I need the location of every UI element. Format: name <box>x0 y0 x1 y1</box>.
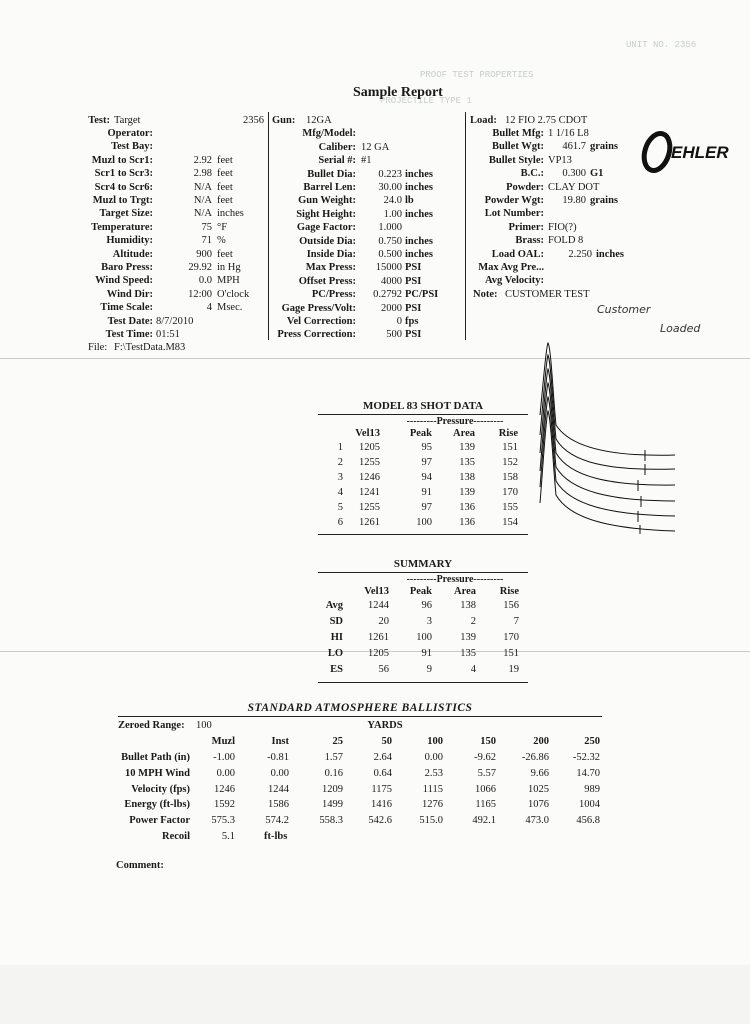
field-value: 2.92 <box>193 154 212 166</box>
table-rule <box>118 716 602 717</box>
column-header: Vel13 <box>364 586 389 597</box>
field-label: B.C.: <box>520 168 544 180</box>
field-label: Powder Wgt: <box>484 195 544 206</box>
field-value: 12:00 <box>188 288 212 300</box>
oehler-logo-text: EHLER <box>671 143 729 162</box>
column-header: Area <box>453 428 475 439</box>
table-cell: 456.8 <box>576 815 600 827</box>
field-label: Gage Press/Volt: <box>281 302 356 314</box>
table-cell: 2.53 <box>424 767 443 779</box>
caliber-value: 12 GA <box>361 141 390 153</box>
field-label: Lot Number: <box>484 208 544 220</box>
field-value: 1 1/16 L8 <box>548 128 589 139</box>
field-label: Temperature: <box>91 221 153 233</box>
table-cell: 1416 <box>371 799 392 811</box>
field-unit: inches <box>405 235 434 247</box>
field-unit: inches <box>405 248 434 260</box>
ghost-text: PROJECTILE TYPE 1 <box>380 96 472 106</box>
field-value: 4 <box>206 302 212 314</box>
column-header: 250 <box>584 736 600 747</box>
field-label: Wind Speed: <box>95 275 153 287</box>
table-cell: 138 <box>460 600 476 611</box>
table-cell: 1255 <box>359 502 380 513</box>
field-label: Bullet Mfg: <box>492 128 544 139</box>
table-rule <box>318 534 528 535</box>
table-cell: 14.70 <box>576 767 600 779</box>
field-unit: O'clock <box>217 288 250 300</box>
row-label: 5 <box>337 502 343 513</box>
field-unit: G1 <box>590 168 604 180</box>
table-cell: 5.57 <box>477 767 496 779</box>
column-header: 100 <box>427 736 443 747</box>
test-value: Target <box>114 115 141 126</box>
field-value: FIO(?) <box>548 221 577 233</box>
table-cell: 170 <box>502 487 518 498</box>
field-unit: °F <box>217 221 228 233</box>
field-unit: PSI <box>405 275 422 287</box>
yards-label: YARDS <box>367 720 403 731</box>
zeroed-label: Zeroed Range: <box>118 720 185 731</box>
table-cell: 1025 <box>528 783 549 795</box>
row-label: Avg <box>325 600 343 611</box>
column-header: Rise <box>498 428 518 439</box>
row-label: 1 <box>337 442 343 453</box>
table-cell: 139 <box>459 487 475 498</box>
table-cell: 151 <box>502 442 518 453</box>
field-label: Avg Velocity: <box>484 275 544 287</box>
field-value: 71 <box>201 235 212 247</box>
table-cell: 1175 <box>371 783 392 795</box>
field-label: Target Size: <box>99 208 153 220</box>
table-cell: 156 <box>503 600 519 611</box>
pressure-trace <box>540 355 675 469</box>
field-value: 24.0 <box>383 195 402 207</box>
field-label: Bullet Style: <box>488 154 544 166</box>
zeroed-value: 100 <box>196 720 212 731</box>
field-label: Max Avg Pre... <box>478 262 544 273</box>
table-cell: 1244 <box>268 783 289 795</box>
table-cell: 9.66 <box>530 767 549 779</box>
field-unit: % <box>217 235 226 247</box>
table-cell: 492.1 <box>472 815 496 827</box>
pressure-trace <box>540 397 675 516</box>
oehler-logo-o <box>640 130 674 174</box>
table-cell: 94 <box>421 472 432 483</box>
table-cell: 1586 <box>268 799 289 811</box>
table-cell: 135 <box>459 457 475 468</box>
field-value: 30.00 <box>378 181 402 193</box>
table-cell: 91 <box>421 487 432 498</box>
field-label: Scr1 to Scr3: <box>94 168 153 180</box>
field-unit: in Hg <box>217 262 241 273</box>
field-unit: inches <box>217 208 244 220</box>
field-unit: grains <box>590 195 619 206</box>
column-header: Muzl <box>211 736 235 747</box>
table-cell: 97 <box>421 457 432 468</box>
table-cell: 1004 <box>579 799 600 811</box>
table-cell: 0.00 <box>270 767 289 779</box>
field-label: Time Scale: <box>100 302 153 314</box>
table-cell: 0.00 <box>424 752 443 763</box>
field-label: Sight Height: <box>296 208 356 220</box>
field-value: 1.00 <box>383 208 402 220</box>
ballistics-title: STANDARD ATMOSPHERE BALLISTICS <box>247 702 473 714</box>
table-cell: 20 <box>378 616 389 627</box>
column-divider <box>465 112 466 340</box>
row-label: 3 <box>337 472 343 483</box>
field-unit: PC/PSI <box>405 289 439 301</box>
table-cell: 1246 <box>359 472 380 483</box>
pressure-trace-chart <box>520 335 690 535</box>
test-date-value: 8/7/2010 <box>156 315 194 327</box>
table-cell: 136 <box>459 517 475 528</box>
table-cell: 9 <box>426 664 432 675</box>
field-value: CLAY DOT <box>548 181 600 193</box>
table-cell: 1209 <box>322 783 343 795</box>
field-unit: feet <box>217 195 233 206</box>
table-cell: 1244 <box>368 600 389 611</box>
column-header: 50 <box>381 736 392 747</box>
recoil-value: 5.1 <box>221 831 235 842</box>
table-cell: 1261 <box>359 517 380 528</box>
table-cell: 4 <box>470 664 476 675</box>
field-label: Powder: <box>506 181 544 193</box>
field-value: 0.750 <box>378 235 402 247</box>
table-cell: 989 <box>584 783 600 795</box>
field-label: Wind Dir: <box>106 288 153 300</box>
field-label: Muzl to Scr1: <box>91 154 153 166</box>
table-cell: 1115 <box>422 783 443 795</box>
table-cell: 574.2 <box>265 815 289 827</box>
field-unit: feet <box>217 168 233 180</box>
comment-label: Comment: <box>116 860 164 871</box>
table-cell: 7 <box>513 616 519 627</box>
file-label: File: <box>88 342 108 354</box>
field-unit: feet <box>217 154 233 166</box>
column-header: 25 <box>332 736 343 747</box>
field-value: 900 <box>196 248 212 260</box>
field-label: Baro Press: <box>101 262 153 273</box>
row-label: Bullet Path (in) <box>121 752 190 763</box>
column-divider <box>268 112 269 340</box>
table-cell: 1276 <box>422 799 443 811</box>
table-rule <box>318 414 528 415</box>
table-cell: 1261 <box>368 632 389 643</box>
load-label: Load: <box>470 115 497 126</box>
ghost-text: UNIT NO. 2356 <box>626 40 697 50</box>
oehler-logo <box>640 122 750 178</box>
table-cell: 1076 <box>528 799 549 811</box>
recoil-label: Recoil <box>162 831 190 842</box>
field-label: Gage Factor: <box>296 222 356 234</box>
table-cell: 170 <box>503 632 519 643</box>
pressure-trace <box>540 369 675 485</box>
table-cell: 19 <box>508 664 519 675</box>
table-cell: 95 <box>421 442 432 453</box>
note-value: CUSTOMER TEST <box>505 288 590 300</box>
table-cell: 158 <box>502 472 518 483</box>
field-value: N/A <box>193 208 212 220</box>
table-cell: 0.64 <box>373 767 392 779</box>
pressure-trace <box>540 411 675 531</box>
field-label: Inside Dia: <box>306 248 356 260</box>
mfg-label: Mfg/Model: <box>302 128 356 139</box>
row-label: 4 <box>337 487 343 498</box>
table-cell: -1.00 <box>213 752 235 763</box>
table-cell: 1499 <box>322 799 343 811</box>
field-label: Primer: <box>508 221 544 233</box>
field-value: 0.2792 <box>373 289 402 301</box>
pressure-header: ---------Pressure--------- <box>406 574 504 585</box>
field-unit: grains <box>590 141 619 153</box>
pressure-header: ---------Pressure--------- <box>406 416 504 427</box>
field-value: 29.92 <box>188 262 212 273</box>
field-label: Test Bay: <box>111 141 153 153</box>
handwritten-note: Loaded <box>660 322 701 335</box>
table-cell: 56 <box>378 664 389 675</box>
field-value: VP13 <box>548 154 572 166</box>
column-header: Vel13 <box>355 428 380 439</box>
row-label: Velocity (fps) <box>131 783 190 795</box>
table-cell: 100 <box>416 632 432 643</box>
table-cell: 575.3 <box>211 815 235 827</box>
field-value: 15000 <box>375 262 402 274</box>
table-cell: 2.64 <box>373 752 392 763</box>
field-label: Press Correction: <box>277 329 356 341</box>
report-title: Sample Report <box>353 85 443 100</box>
field-label: Max Press: <box>305 262 356 274</box>
table-cell: 558.3 <box>319 815 343 827</box>
note-label: Note: <box>473 288 498 300</box>
table-rule <box>318 682 528 683</box>
field-label: Offset Press: <box>298 275 356 287</box>
table-cell: 1205 <box>368 648 389 659</box>
table-cell: 136 <box>459 502 475 513</box>
column-header: Area <box>454 586 476 597</box>
table-cell: 97 <box>421 502 432 513</box>
table-cell: 0.16 <box>324 767 343 779</box>
field-value: 1.000 <box>378 222 402 234</box>
field-value: 0.500 <box>378 248 402 260</box>
field-unit: PSI <box>405 262 422 274</box>
serial-label: Serial #: <box>318 155 356 166</box>
table-cell: 1205 <box>359 442 380 453</box>
column-header: Peak <box>409 428 432 439</box>
recoil-unit: ft-lbs <box>264 831 288 842</box>
table-cell: 139 <box>459 442 475 453</box>
field-value: N/A <box>193 181 212 193</box>
table-cell: 100 <box>416 517 432 528</box>
field-unit: feet <box>217 181 233 193</box>
field-label: Altitude: <box>112 248 153 260</box>
field-label: Vel Correction: <box>286 315 356 327</box>
table-title: MODEL 83 SHOT DATA <box>362 400 484 412</box>
field-value: N/A <box>193 195 212 206</box>
table-cell: 473.0 <box>525 815 549 827</box>
row-label: Energy (ft-lbs) <box>124 799 190 811</box>
field-unit: Msec. <box>217 302 243 314</box>
table-cell: 3 <box>426 616 432 627</box>
field-label: Scr4 to Scr6: <box>94 181 153 193</box>
table-cell: 96 <box>421 600 432 611</box>
field-unit: inches <box>405 168 434 180</box>
field-value: 0 <box>396 315 402 327</box>
column-header: Peak <box>409 586 432 597</box>
field-label: Outside Dia: <box>299 235 356 247</box>
column-header: 200 <box>533 736 549 747</box>
row-label: SD <box>329 616 343 627</box>
row-label: LO <box>327 648 343 659</box>
row-label: 2 <box>337 457 343 468</box>
field-unit: lb <box>405 195 414 207</box>
column-header: 150 <box>480 736 496 747</box>
table-cell: 1255 <box>359 457 380 468</box>
load-value: 12 FIO 2.75 CDOT <box>505 115 588 126</box>
test-label: Test: <box>88 115 110 126</box>
caliber-label: Caliber: <box>318 141 356 153</box>
field-value: 0.0 <box>198 275 212 287</box>
table-cell: 542.6 <box>368 815 392 827</box>
field-value: 0.223 <box>378 168 402 180</box>
field-label: Load OAL: <box>491 248 544 260</box>
table-cell: 152 <box>502 457 518 468</box>
table-title: SUMMARY <box>393 558 453 570</box>
table-cell: 1.57 <box>324 752 343 763</box>
field-label: PC/Press: <box>311 289 356 301</box>
test-extra: 2356 <box>243 115 264 126</box>
field-value: 500 <box>386 329 402 341</box>
gun-value: 12GA <box>306 115 332 126</box>
row-label: HI <box>330 632 343 643</box>
field-unit: PSI <box>405 329 422 341</box>
row-label: ES <box>330 664 343 675</box>
pressure-trace <box>540 383 675 501</box>
field-unit: MPH <box>217 275 240 287</box>
table-cell: 1246 <box>214 783 235 795</box>
column-header: Inst <box>271 736 289 747</box>
table-cell: 135 <box>460 648 476 659</box>
table-cell: 515.0 <box>419 815 443 827</box>
field-value: 2.98 <box>193 168 212 180</box>
table-cell: 1592 <box>214 799 235 811</box>
field-unit: fps <box>405 315 419 327</box>
table-cell: -9.62 <box>474 752 496 763</box>
field-value: 2000 <box>381 302 402 314</box>
table-cell: -26.86 <box>521 752 549 763</box>
field-label: Barrel Len: <box>303 181 356 193</box>
test-time-value: 01:51 <box>156 329 180 340</box>
table-cell: 0.00 <box>216 767 235 779</box>
table-rule <box>318 572 528 573</box>
table-cell: 1241 <box>359 487 380 498</box>
field-label: Bullet Wgt: <box>491 141 544 153</box>
field-unit: PSI <box>405 302 422 314</box>
field-label: Operator: <box>107 128 153 139</box>
table-cell: 2 <box>470 616 476 627</box>
serial-value: #1 <box>361 155 372 166</box>
field-value: 461.7 <box>562 141 586 153</box>
field-label: Humidity: <box>106 235 153 247</box>
field-value: 0.300 <box>562 168 586 180</box>
field-label: Muzl to Trgt: <box>92 195 153 206</box>
field-value: FOLD 8 <box>548 235 584 247</box>
table-cell: -52.32 <box>572 752 600 763</box>
field-unit: inches <box>405 208 434 220</box>
field-label: Gun Weight: <box>298 195 356 207</box>
row-label: 10 MPH Wind <box>125 767 190 779</box>
table-cell: 139 <box>460 632 476 643</box>
field-unit: inches <box>405 181 434 193</box>
table-cell: 138 <box>459 472 475 483</box>
field-value: 4000 <box>381 275 402 287</box>
table-cell: 91 <box>421 648 432 659</box>
field-unit: inches <box>596 248 625 260</box>
row-label: Power Factor <box>129 815 190 827</box>
column-header: Rise <box>499 586 519 597</box>
field-value: 75 <box>201 221 212 233</box>
row-label: 6 <box>337 517 343 528</box>
file-value: F:\TestData.M83 <box>114 342 186 354</box>
pressure-trace <box>540 343 675 455</box>
field-value: 2.250 <box>568 248 592 260</box>
gun-label: Gun: <box>272 115 296 126</box>
table-cell: 1066 <box>475 783 496 795</box>
table-cell: 1165 <box>475 799 496 811</box>
field-value: 19.80 <box>562 195 586 206</box>
field-unit: feet <box>217 248 233 260</box>
field-label: Brass: <box>515 235 544 247</box>
handwritten-note: Customer <box>597 303 651 316</box>
table-cell: 155 <box>502 502 518 513</box>
test-date-label: Test Date: <box>107 315 153 327</box>
table-cell: 154 <box>502 517 518 528</box>
table-cell: -0.81 <box>267 752 289 763</box>
ghost-text: PROOF TEST PROPERTIES <box>420 70 534 80</box>
test-time-label: Test Time: <box>105 329 153 340</box>
table-cell: 151 <box>503 648 519 659</box>
field-label: Bullet Dia: <box>307 168 356 180</box>
